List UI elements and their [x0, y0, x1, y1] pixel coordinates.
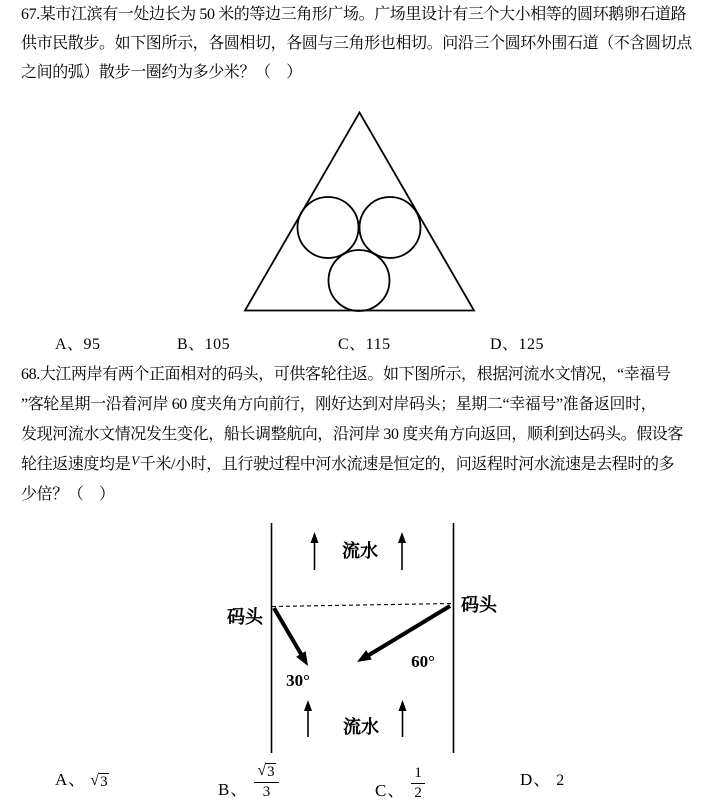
q68-text-line-5: 少倍？（ ） [21, 486, 115, 503]
q67-option-c: C、115 [338, 336, 391, 353]
q68-line4-prefix: 轮往返速度均是 [21, 456, 131, 473]
speed-variable-v: V [131, 453, 139, 468]
dashed-crossing-line [272, 604, 452, 607]
angle-label-30: 30° [286, 671, 310, 690]
q68-option-a-label: A、 [55, 770, 87, 789]
q68-option-d-label: D、 [520, 770, 552, 789]
circle-bottom [329, 250, 390, 311]
q67-option-b: B、105 [177, 336, 231, 353]
dock-label-right: 码头 [461, 595, 497, 615]
q68-option-b-label: B、 [218, 779, 249, 799]
circle-right [360, 197, 421, 258]
q68-text-line-3: 发现河流水文情况发生变化，船长调整航向，沿河岸 30 度夹角方向返回，顺利到达码头。假设客 [21, 426, 684, 443]
q68-option-b-fraction-sqrt3-over-3: √ 3 3 [254, 763, 278, 802]
flow-arrow-bottom-right [399, 700, 407, 737]
q68-option-a [55, 765, 109, 792]
flow-arrow-bottom-left [304, 700, 312, 737]
angle-label-60: 60° [411, 652, 435, 671]
flow-label-top: 流水 [342, 541, 378, 561]
q68-line4-suffix: 千米/小时，且行驶过程中河水流速是恒定的，问返程时河水流速是去程时的多 [139, 456, 675, 473]
dock-label-left: 码头 [227, 607, 263, 627]
q68-text-line-1: 68.大江两岸有两个正面相对的码头，可供客轮往返。如下图所示，根据河流水文情况，“幸福号 [21, 366, 671, 383]
q68-option-b [218, 763, 279, 802]
q68-figure-river-diagram [218, 516, 510, 762]
q68-text-line-4 [21, 450, 711, 480]
flow-arrow-top-left [311, 532, 319, 570]
q68-question-text [21, 360, 711, 510]
circle-left [298, 197, 359, 258]
q67-text-line-2: 供市民散步。如下图所示，各圆相切，各圆与三角形也相切。问沿三个圆环外围石道（不含圆切点 [21, 35, 692, 52]
q67-question-text [21, 0, 711, 87]
q68-option-c-fraction-1-over-2: $\frac{1}{2}$ [411, 765, 425, 803]
q67-figure-triangle-circles [240, 108, 480, 316]
flow-label-bottom: 流水 [343, 717, 379, 737]
q68-option-c [375, 765, 425, 803]
route-arrow-right-60deg [357, 606, 450, 662]
q67-text-line-3: 之间的弧）散步一圈约为多少米？（ ） [21, 64, 302, 81]
q67-option-d: D、125 [490, 336, 545, 353]
flow-arrow-top-right [398, 532, 406, 570]
q68-option-d-value: 2 [556, 772, 565, 789]
q68-option-a-sqrt3: √ 3 [90, 771, 108, 790]
q67-text-line-1: 67.某市江滨有一处边长为 50 米的等边三角形广场。广场里设计有三个大小相等的圆环鹅卵石道路 [21, 6, 687, 23]
triangle-outline [245, 113, 474, 311]
q68-option-d [520, 765, 564, 792]
route-arrow-left-30deg [274, 608, 308, 666]
q68-text-line-2: ”客轮星期一沿着河岸 60 度夹角方向前行，刚好达到对岸码头；星期二“幸福号”准备返回时， [21, 396, 657, 413]
q67-option-a: A、95 [55, 336, 101, 353]
q68-option-c-label: C、 [375, 780, 406, 800]
